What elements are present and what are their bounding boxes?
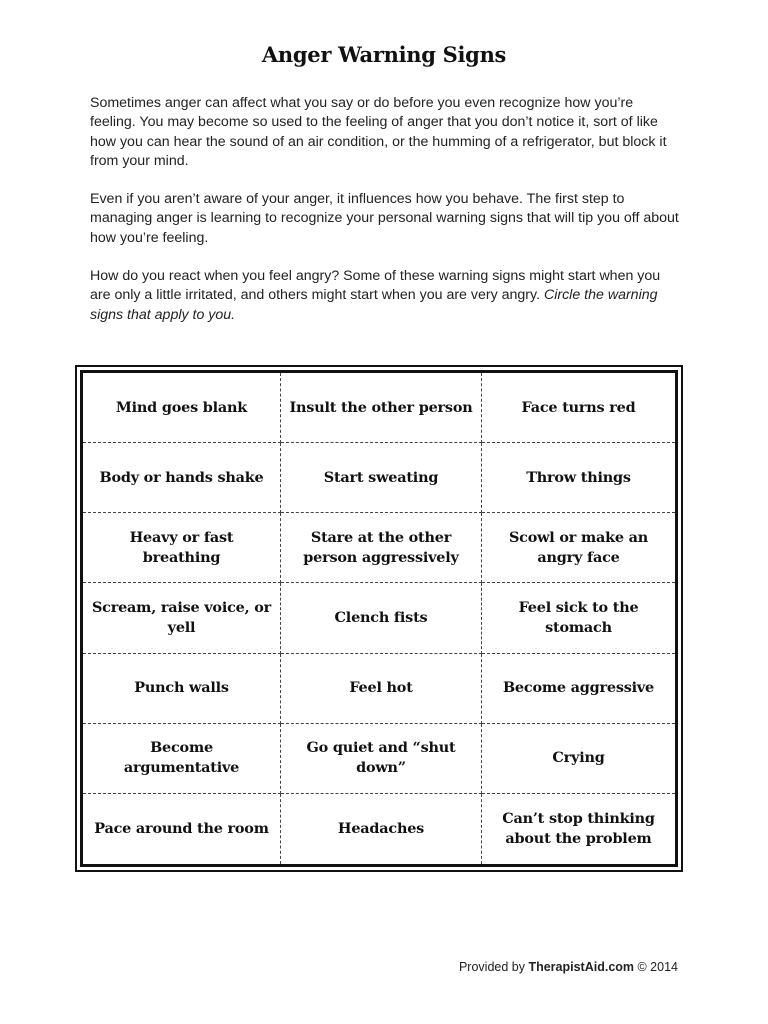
warning-sign-cell[interactable]: Clench fists: [281, 583, 482, 653]
warning-sign-cell[interactable]: Feel hot: [281, 654, 482, 724]
warning-sign-cell[interactable]: Pace around the room: [83, 794, 281, 864]
warning-sign-cell[interactable]: Become aggressive: [482, 654, 675, 724]
intro-paragraph-3-text: How do you react when you feel angry? Some of these warning signs might start when you are only a little irritated, and others might start when you are very angry.: [90, 268, 661, 304]
warning-sign-cell[interactable]: Can’t stop thinking about the problem: [502, 809, 655, 847]
page-title: Anger Warning Signs: [261, 42, 507, 67]
footer-brand-link[interactable]: TherapistAid.com: [528, 960, 635, 974]
footer-prefix: Provided by: [458, 960, 529, 974]
warning-sign-cell[interactable]: Go quiet and “shut down”: [281, 724, 482, 794]
warning-sign-cell[interactable]: Become argumentative: [83, 724, 281, 794]
intro-paragraph-2: Even if you aren’t aware of your anger, it influences how you behave. The first step to managing anger is learning to recognize your personal warning signs that will tip you off about how you’re feeling.: [90, 191, 679, 246]
warning-sign-cell[interactable]: Body or hands shake: [83, 443, 281, 513]
intro-paragraph-3: [90, 267, 680, 325]
warning-signs-grid-inner: [80, 370, 678, 867]
warning-sign-cell[interactable]: Mind goes blank: [83, 373, 281, 443]
warning-sign-cell[interactable]: Scowl or make an angry face: [482, 513, 675, 583]
warning-sign-cell[interactable]: Heavy or fast breathing: [83, 513, 281, 583]
warning-sign-cell[interactable]: Stare at the other person aggressively: [281, 513, 482, 583]
warning-sign-cell[interactable]: Headaches: [281, 794, 482, 864]
intro-paragraph-1: Sometimes anger can affect what you say or do before you even recognize how you’re feeling. You may become so used to the feeling of anger that you don’t notice it, sort of like how you can hear the sound of an air condition, or the humming of a refrigerator, but block it from your mind.: [90, 95, 667, 170]
warning-sign-cell[interactable]: Crying: [482, 724, 675, 794]
warning-sign-cell[interactable]: Start sweating: [281, 443, 482, 513]
footer-copyright: © 2014: [634, 960, 678, 974]
footer-credit: [459, 960, 678, 974]
intro-instruction: Circle the warning signs that apply to you.: [90, 287, 658, 323]
warning-sign-cell[interactable]: Insult the other person: [281, 373, 482, 443]
warning-sign-cell[interactable]: Throw things: [482, 443, 675, 513]
warning-sign-cell[interactable]: Punch walls: [83, 654, 281, 724]
warning-sign-cell[interactable]: Face turns red: [482, 373, 675, 443]
warning-signs-grid: [75, 365, 683, 872]
warning-sign-cell[interactable]: Feel sick to the stomach: [482, 583, 675, 653]
warning-sign-cell[interactable]: Scream, raise voice, or yell: [83, 583, 281, 653]
